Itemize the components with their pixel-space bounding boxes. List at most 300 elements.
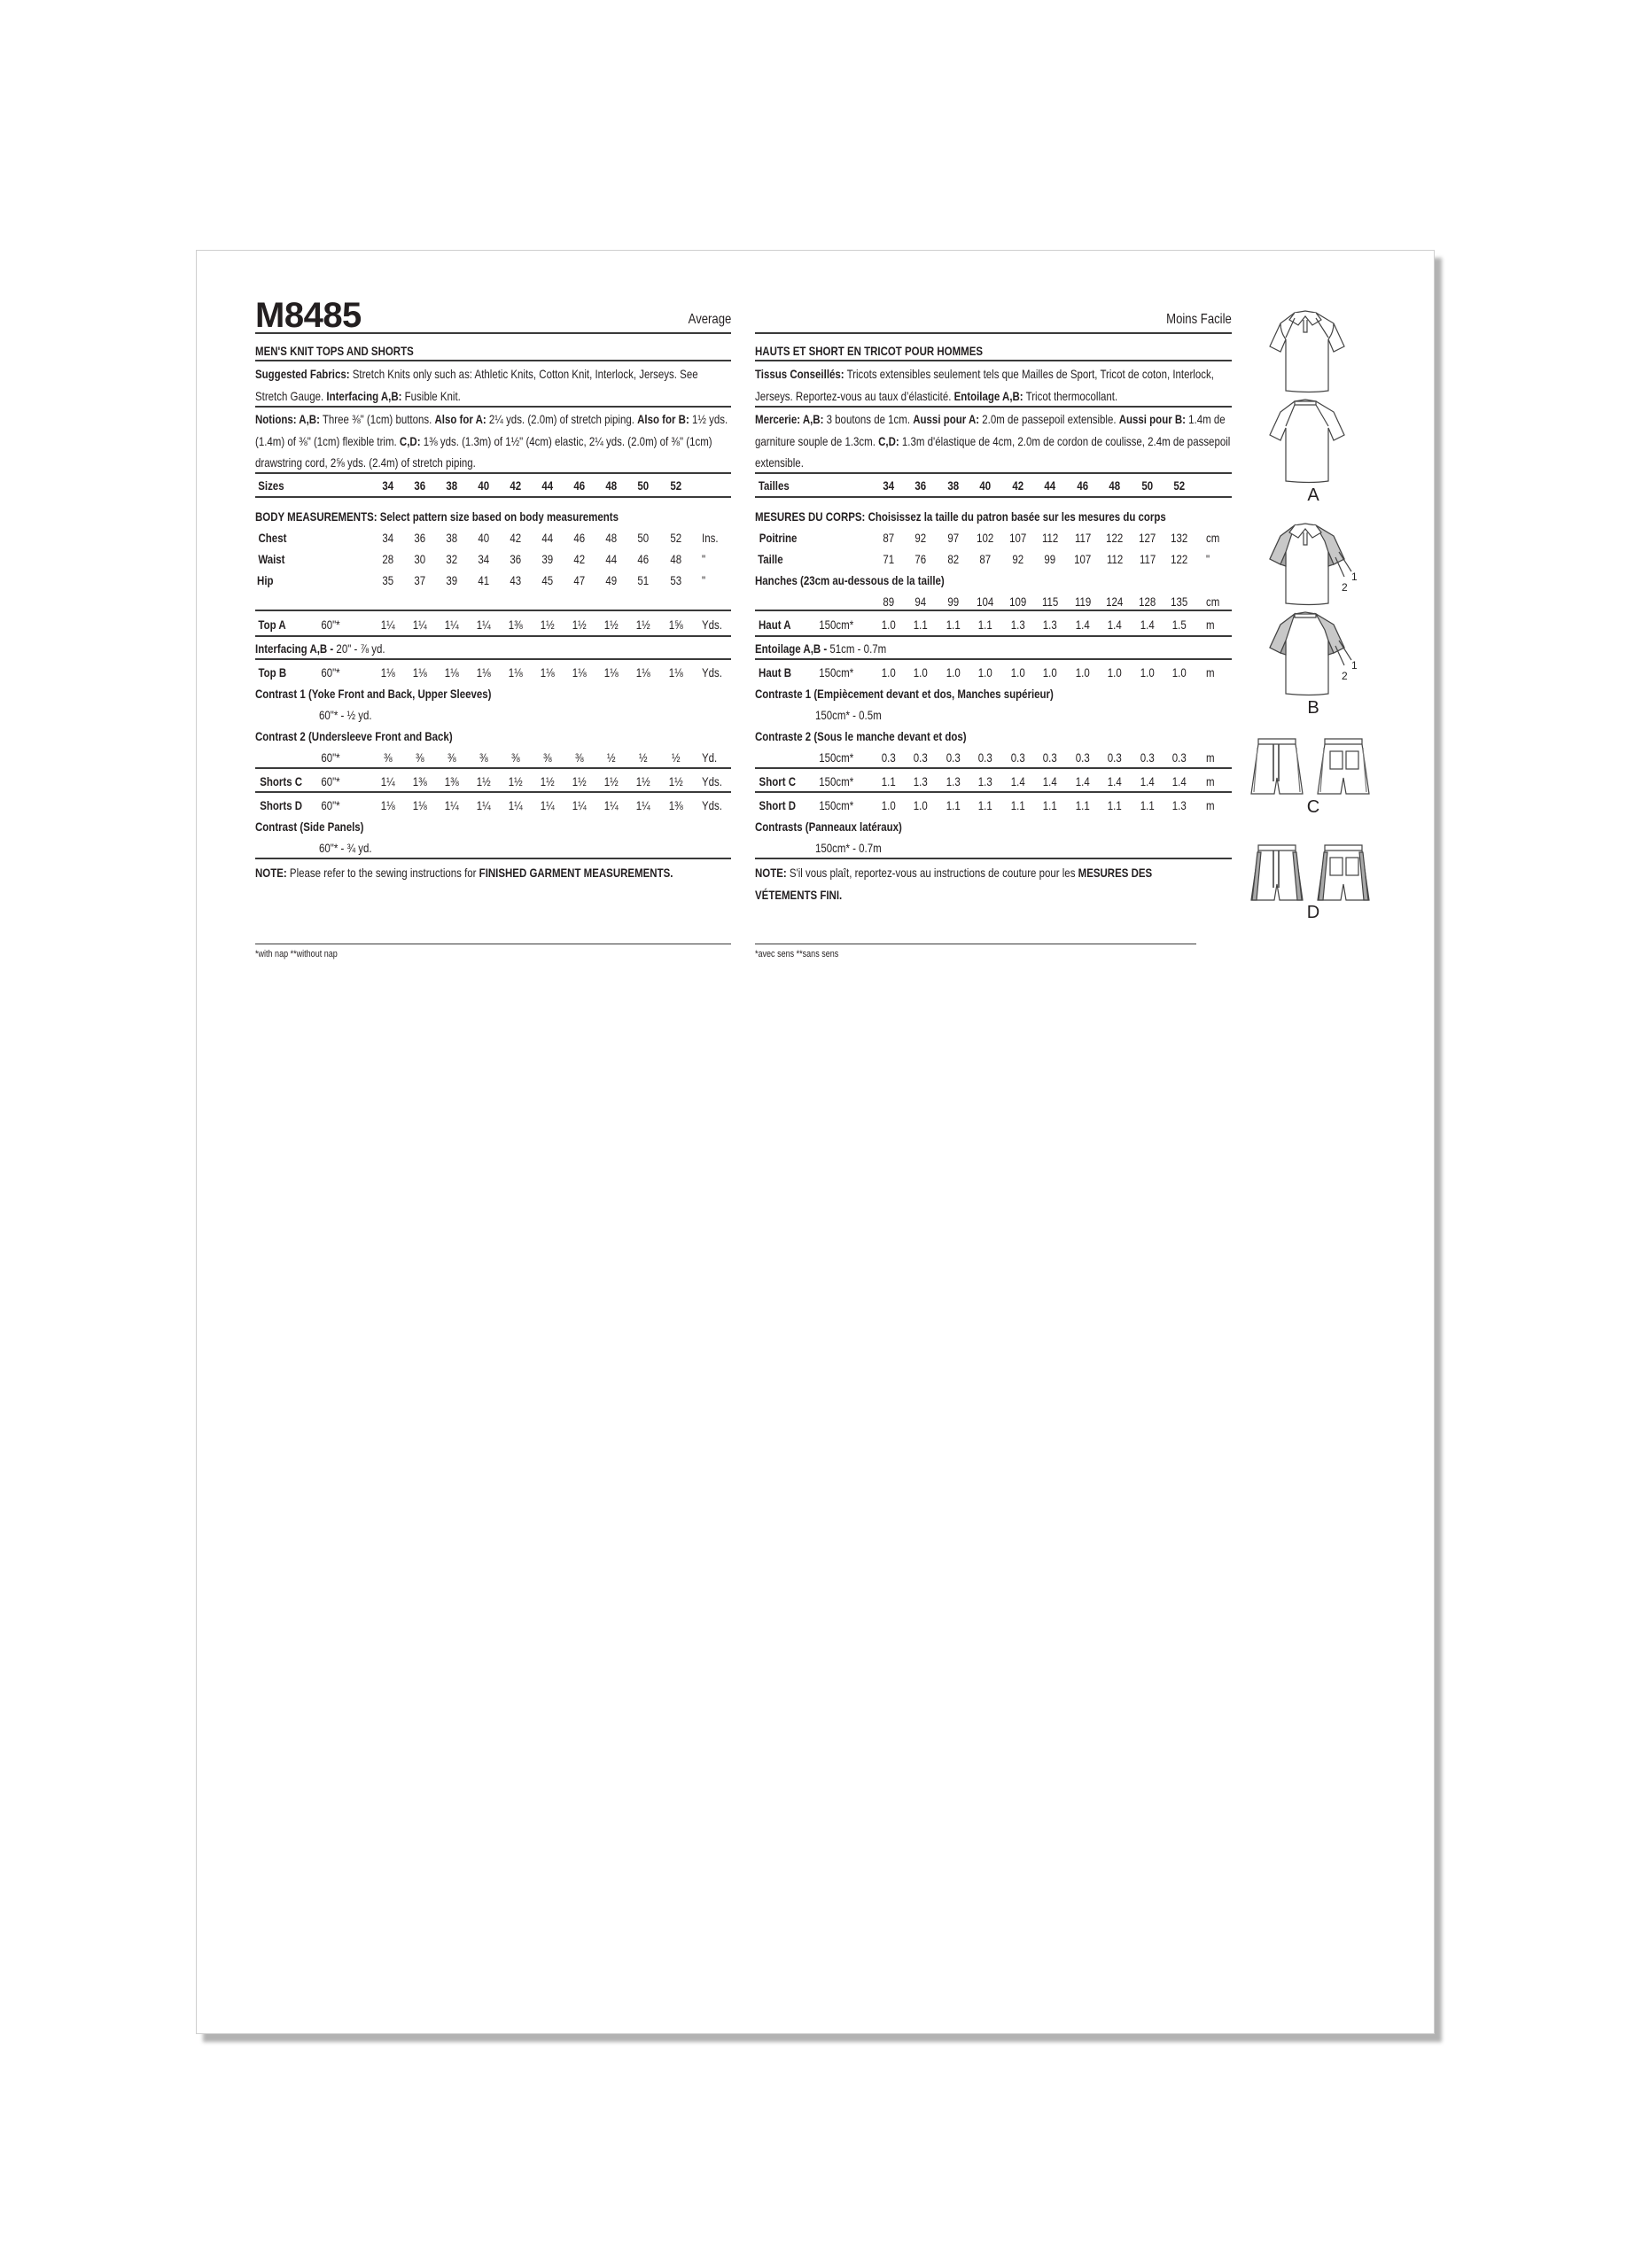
unit: m [1206,798,1215,812]
unit: Yds. [702,798,722,812]
table-cell: 51 [637,573,650,587]
table-cell: 43 [510,573,522,587]
table-cell: 48 [670,552,682,566]
fabric-width: 60"* [321,617,340,632]
table-cell: 71 [883,552,895,566]
row-label: Top A [258,617,286,632]
table-cell: 40 [979,478,992,493]
table-cell: 1¼ [381,774,395,788]
table-cell: 1.4 [1140,774,1155,788]
fabric-width: 60"* [321,665,340,680]
contrast-side-heading [755,816,934,837]
callout-2: 2 [1342,581,1348,594]
divider [755,858,1232,859]
table-cell: 104 [977,594,994,609]
table-cell: 128 [1139,594,1156,609]
table-cell: 89 [883,594,895,609]
contrast2-heading-text: Contrast 2 (Undersleeve Front and Back) [255,729,453,743]
table-cell: 1⅛ [541,665,555,680]
cd-text: 1⅜ yds. (1.3m) of 1½" (4cm) elastic, 2¼ yds. (2.0m) of ⅜" (1cm) drawstring cord, 2⅝ yds. (2.4m) of stretch piping. [255,433,712,470]
table-cell: 34 [883,478,895,493]
view-c-shorts-illustration [1249,735,1378,799]
table-cell: 1.4 [1172,774,1187,788]
table-cell: 47 [573,573,586,587]
body-measurements-heading-text: MESURES DU CORPS: Choisissez la taille du patron basée sur les mesures du corps [755,509,1166,524]
table-cell: 1½ [572,617,587,632]
fabrics-label: Tissus Conseillés: [755,367,844,381]
table-cell: 1⅛ [604,665,619,680]
table-cell: 99 [1044,552,1056,566]
table-cell: 46 [573,478,586,493]
table-cell: 1.0 [882,798,896,812]
unit: Yds. [702,665,722,680]
interfacing-row: Entoilage A,B - 51cm - 0.7m [755,641,887,656]
callout-1: 1 [1351,659,1358,672]
table-cell: 1¼ [477,617,491,632]
unit: " [702,552,706,566]
table-cell: 53 [670,573,682,587]
table-cell: 1.0 [914,798,928,812]
table-cell: 0.3 [914,750,928,765]
fabrics-label: Suggested Fabrics: [255,367,350,381]
table-cell: 44 [605,552,618,566]
table-cell: 1.3 [1011,617,1025,632]
table-cell: 1½ [477,774,491,788]
divider [755,332,1232,334]
table-cell: 1.4 [1076,617,1090,632]
table-cell: 117 [1074,531,1092,545]
fabric-width: 150cm* [819,774,854,788]
table-cell: 1.0 [1172,665,1187,680]
table-cell: 1.3 [914,774,928,788]
table-cell: 38 [446,531,458,545]
table-cell: 36 [510,552,522,566]
table-cell: 48 [605,531,618,545]
divider [255,858,731,859]
contrast-side-yardage-text: 60"* - ¾ yd. [319,841,372,855]
view-label-c: C [1306,797,1320,817]
table-cell: 1⅛ [381,798,395,812]
table-cell: 36 [414,531,426,545]
table-cell: 28 [382,552,394,566]
section-title [755,340,1032,361]
contrast2-heading [755,726,1013,747]
table-cell: 0.3 [1140,750,1155,765]
table-cell: 1.1 [1140,798,1155,812]
table-cell: 1¼ [445,617,459,632]
contrast1-heading [755,683,1119,704]
table-cell: 117 [1139,552,1156,566]
table-cell: 1⅛ [636,665,650,680]
contrast-side-heading-text: Contrast (Side Panels) [255,819,364,834]
top-b-row [0,662,1650,683]
table-cell: 49 [605,573,618,587]
table-cell: 44 [541,531,554,545]
table-cell: 1.0 [882,665,896,680]
table-cell: 0.3 [946,750,961,765]
interfacing-row: Interfacing A,B - 20" - ⅞ yd. [255,641,385,656]
body-measurements-heading [755,506,1257,527]
row-label: Chest [258,531,287,545]
interfacing-label: Interfacing A,B: [326,388,402,403]
table-cell: 135 [1171,594,1188,609]
contrast2-heading [255,726,496,747]
table-cell: 30 [414,552,426,566]
table-cell: 46 [1077,478,1089,493]
table-cell: ½ [672,750,681,765]
table-cell: ⅜ [575,750,584,765]
table-cell: 1.0 [1076,665,1090,680]
table-cell: 1⅛ [509,665,523,680]
suggested-fabrics [755,363,1231,407]
section-title-text: HAUTS ET SHORT EN TRICOT POUR HOMMES [755,344,984,358]
table-cell: 44 [541,478,554,493]
table-cell: 45 [541,573,554,587]
divider [255,496,731,498]
fabric-width: 150cm* [819,798,854,812]
fabric-width: 150cm* [819,617,854,632]
table-cell: 82 [947,552,960,566]
unit: m [1206,750,1215,765]
divider [255,360,731,361]
table-cell: 41 [478,573,490,587]
table-cell: 92 [1012,552,1024,566]
table-cell: 1¼ [636,798,650,812]
contrast1-yardage [319,704,384,726]
table-cell: 1.1 [978,617,992,632]
contrast1-yardage-text: 60"* - ½ yd. [319,708,372,722]
table-cell: 0.3 [1043,750,1057,765]
view-label-b: B [1307,698,1319,718]
fabrics-text: Tricots extensibles seulement tels que Mailles de Sport, Tricot de coton, Interlock, Jerseys. Reportez-vous au taux d’élasticité. [755,367,1214,403]
table-cell: 1½ [541,617,555,632]
unit: cm [1206,531,1220,545]
table-cell: 50 [637,531,650,545]
table-cell: 1⅛ [445,665,459,680]
table-cell: ½ [639,750,648,765]
table-cell: 39 [541,552,554,566]
table-cell: 1.0 [914,665,928,680]
divider [755,767,1232,769]
interfacing-text: Tricot thermocollant. [1023,388,1118,403]
table-cell: 1.5 [1172,617,1187,632]
table-cell: 122 [1106,531,1124,545]
divider [755,406,1232,408]
table-cell: 1¼ [413,617,427,632]
note: NOTE: Please refer to the sewing instructions for FINISHED GARMENT MEASUREMENTS. [255,866,673,880]
unit: m [1206,774,1215,788]
contrast-side-yardage-text: 150cm* - 0.7m [815,841,882,855]
shorts-c-row [0,771,1650,792]
unit: Yds. [702,774,722,788]
table-cell: ⅜ [448,750,456,765]
table-cell: 1.0 [1140,665,1155,680]
callout-1: 1 [1351,571,1358,583]
table-cell: 1½ [509,774,523,788]
table-cell: 0.3 [1011,750,1025,765]
hips-heading-text: Hanches (23cm au-dessous de la taille) [755,573,945,587]
cd-label: C,D: [878,433,899,448]
table-cell: 1⅜ [509,617,523,632]
table-cell: 32 [446,552,458,566]
table-cell: 50 [1141,478,1154,493]
table-cell: 52 [670,531,682,545]
table-cell: ⅜ [479,750,488,765]
row-label: Hip [257,573,274,587]
also-a-text: 2¼ yds. (2.0m) of stretch piping. [486,412,638,426]
also-a-label: Aussi pour A: [913,412,980,426]
table-cell: 42 [573,552,586,566]
table-cell: 1.1 [914,617,928,632]
contrast1-yardage [815,704,896,726]
table-cell: 0.3 [978,750,992,765]
also-b-text: 1½ yds. (1.4m) of ⅜" (1cm) flexible trim. [255,412,728,448]
table-cell: 1½ [572,774,587,788]
unit: m [1206,665,1215,680]
table-cell: 37 [414,573,426,587]
row-label: Waist [258,552,285,566]
row-label: Taille [758,552,783,566]
divider [255,635,731,637]
table-cell: 1.1 [946,798,961,812]
unit: " [702,573,706,587]
table-cell: 1¼ [445,798,459,812]
table-cell: 35 [382,573,394,587]
table-cell: 1.1 [1011,798,1025,812]
row-label: Short C [759,774,797,788]
divider [755,658,1232,660]
table-cell: 1.4 [1043,774,1057,788]
row-label: Haut A [759,617,791,632]
cd-text: 1.3m d'élastique de 4cm, 2.0m de cordon de coulisse, 2.4m de passepoil extensible. [755,433,1231,470]
divider [255,332,731,334]
notions-text1: 3 boutons de 1cm. [823,412,914,426]
divider [255,658,731,660]
table-cell: 1.3 [946,774,961,788]
table-cell: 0.3 [1108,750,1122,765]
fabric-width: 60"* [321,798,340,812]
table-cell: 1.4 [1108,617,1122,632]
table-cell: 1.0 [1011,665,1025,680]
table-cell: 1⅛ [477,665,491,680]
table-cell: 119 [1074,594,1092,609]
table-cell: 1.3 [1043,617,1057,632]
table-cell: 1.3 [978,774,992,788]
table-cell: 107 [1074,552,1092,566]
table-cell: 0.3 [1172,750,1187,765]
table-cell: 1½ [604,774,619,788]
also-a-label: Also for A: [434,412,486,426]
table-cell: 38 [446,478,458,493]
footnote: *avec sens **sans sens [755,949,839,959]
table-cell: 1.4 [1076,774,1090,788]
table-cell: 1.0 [882,617,896,632]
divider [755,360,1232,361]
table-cell: ⅜ [511,750,520,765]
notions [255,408,731,474]
table-cell: 40 [478,531,490,545]
row-label: Poitrine [759,531,798,545]
footnote: *with nap **without nap [255,949,338,959]
divider [255,406,731,408]
table-cell: 1½ [669,774,683,788]
table-cell: 48 [605,478,618,493]
table-cell: 39 [446,573,458,587]
table-cell: 132 [1171,531,1188,545]
view-d-shorts-illustration [1249,842,1378,905]
divider [755,610,1232,611]
suggested-fabrics [255,363,731,407]
table-cell: 1⅝ [669,617,683,632]
table-cell: 0.3 [1076,750,1090,765]
unit: Yds. [702,617,722,632]
table-cell: 1⅛ [413,798,427,812]
body-measurements-heading [255,506,698,527]
table-cell: 1⅛ [572,665,587,680]
table-cell: 1⅜ [413,774,427,788]
fabrics-text: Stretch Knits only such as: Athletic Knits, Cotton Knit, Interlock, Jerseys. See Stretch Gauge. [255,367,698,403]
contrast1-yardage-text: 150cm* - 0.5m [815,708,882,722]
table-cell: 1.1 [1043,798,1057,812]
table-cell: ⅜ [416,750,424,765]
table-cell: 76 [915,552,927,566]
table-cell: 1.1 [882,774,896,788]
also-a-text: 2.0m de passepoil extensible. [979,412,1119,426]
table-cell: 42 [1012,478,1024,493]
sizes-row [0,475,1650,496]
table-cell: 1¼ [541,798,555,812]
shorts-d-row [0,795,1650,816]
table-cell: 127 [1139,531,1156,545]
row-label: Haut B [759,665,792,680]
table-cell: 1.1 [1076,798,1090,812]
section-title [255,340,448,361]
table-cell: 1.4 [1140,617,1155,632]
table-cell: 46 [637,552,650,566]
table-cell: 38 [947,478,960,493]
fabric-width: 150cm* [819,665,854,680]
notions-label: Notions: A,B: [255,412,320,426]
table-cell: 34 [382,478,394,493]
table-cell: 36 [414,478,426,493]
also-b-label: Aussi pour B: [1118,412,1186,426]
table-cell: ⅜ [543,750,552,765]
row-label: Short D [759,798,797,812]
table-cell: 87 [979,552,992,566]
contrast2-heading-text: Contraste 2 (Sous le manche devant et dos) [755,729,967,743]
contrast2-row [0,747,1650,768]
table-cell: 1½ [604,617,619,632]
also-b-text: 1.4m de garniture souple de 1.3cm. [755,412,1226,448]
table-cell: 1½ [636,774,650,788]
table-cell: 52 [1173,478,1186,493]
notions [755,408,1231,474]
unit: m [1206,617,1215,632]
table-cell: 1.1 [946,617,961,632]
table-cell: 1⅛ [381,665,395,680]
table-cell: 42 [510,478,522,493]
difficulty-level-fr: Moins Facile [1166,312,1232,327]
row-label: Shorts D [260,798,303,812]
table-cell: 1¼ [604,798,619,812]
table-cell: 112 [1106,552,1124,566]
row-label: Sizes [258,478,284,493]
also-b-label: Also for B: [637,412,689,426]
table-cell: 34 [382,531,394,545]
fabric-width: 150cm* [819,750,854,765]
contrast1-heading [255,683,543,704]
view-label-d: D [1306,903,1320,922]
table-cell: 42 [510,531,522,545]
unit: Yd. [702,750,718,765]
contrast1-heading-text: Contrast 1 (Yoke Front and Back, Upper Sleeves) [255,687,492,701]
table-cell: 1.3 [1172,798,1187,812]
table-cell: 1⅜ [445,774,459,788]
table-cell: 1.0 [1043,665,1057,680]
unit: cm [1206,594,1220,609]
difficulty-level-en: Average [688,312,731,327]
table-cell: 1.1 [978,798,992,812]
table-cell: 109 [1009,594,1027,609]
table-cell: 1½ [636,617,650,632]
table-cell: 48 [1109,478,1121,493]
table-cell: 1.0 [1108,665,1122,680]
table-cell: 1.0 [978,665,992,680]
view-label-a: A [1307,485,1319,505]
table-cell: 1.1 [1108,798,1122,812]
notions-text1: Three ⅜" (1cm) buttons. [319,412,435,426]
table-cell: 46 [573,531,586,545]
divider [755,496,1232,498]
view-a-shirt-illustration [1263,306,1351,492]
body-measurements-heading-text: BODY MEASUREMENTS: Select pattern size based on body measurements [255,509,619,524]
section-title-text: MEN'S KNIT TOPS AND SHORTS [255,344,414,358]
interfacing-text: Fusible Knit. [401,388,461,403]
table-cell: 1⅛ [413,665,427,680]
divider [755,791,1232,793]
fabric-width: 60"* [321,774,340,788]
table-cell: 1¼ [477,798,491,812]
table-cell: 1.4 [1108,774,1122,788]
table-cell: 122 [1171,552,1188,566]
table-cell: 107 [1009,531,1027,545]
table-cell: 1.0 [946,665,961,680]
table-cell: 115 [1041,594,1059,609]
waist-row [0,548,1650,570]
pattern-code: M8485 [255,296,362,335]
table-cell: 1.4 [1011,774,1025,788]
table-cell: 99 [947,594,960,609]
table-cell: 97 [947,531,960,545]
interfacing-label: Entoilage A,B: [953,388,1023,403]
fabric-width: 60"* [321,750,340,765]
table-cell: 87 [883,531,895,545]
table-cell: 52 [670,478,682,493]
view-b-shirt-illustration [1263,518,1378,709]
chest-row [0,527,1650,548]
note: NOTE: S'il vous plaît, reportez-vous au instructions de couture pour les MESURES DES VÉTEMENTS FINI. [755,866,1153,902]
row-label: Tailles [758,478,790,493]
contrast-side-heading-text: Contrasts (Panneaux latéraux) [755,819,902,834]
contrast1-heading-text: Contraste 1 (Empiècement devant et dos, Manches supérieur) [755,687,1054,701]
table-cell: 44 [1044,478,1056,493]
table-cell: 34 [478,552,490,566]
table-cell: 1¼ [572,798,587,812]
table-cell: 40 [478,478,490,493]
contrast-side-yardage [815,837,896,858]
hips-heading [755,570,986,591]
cd-label: C,D: [399,433,421,448]
